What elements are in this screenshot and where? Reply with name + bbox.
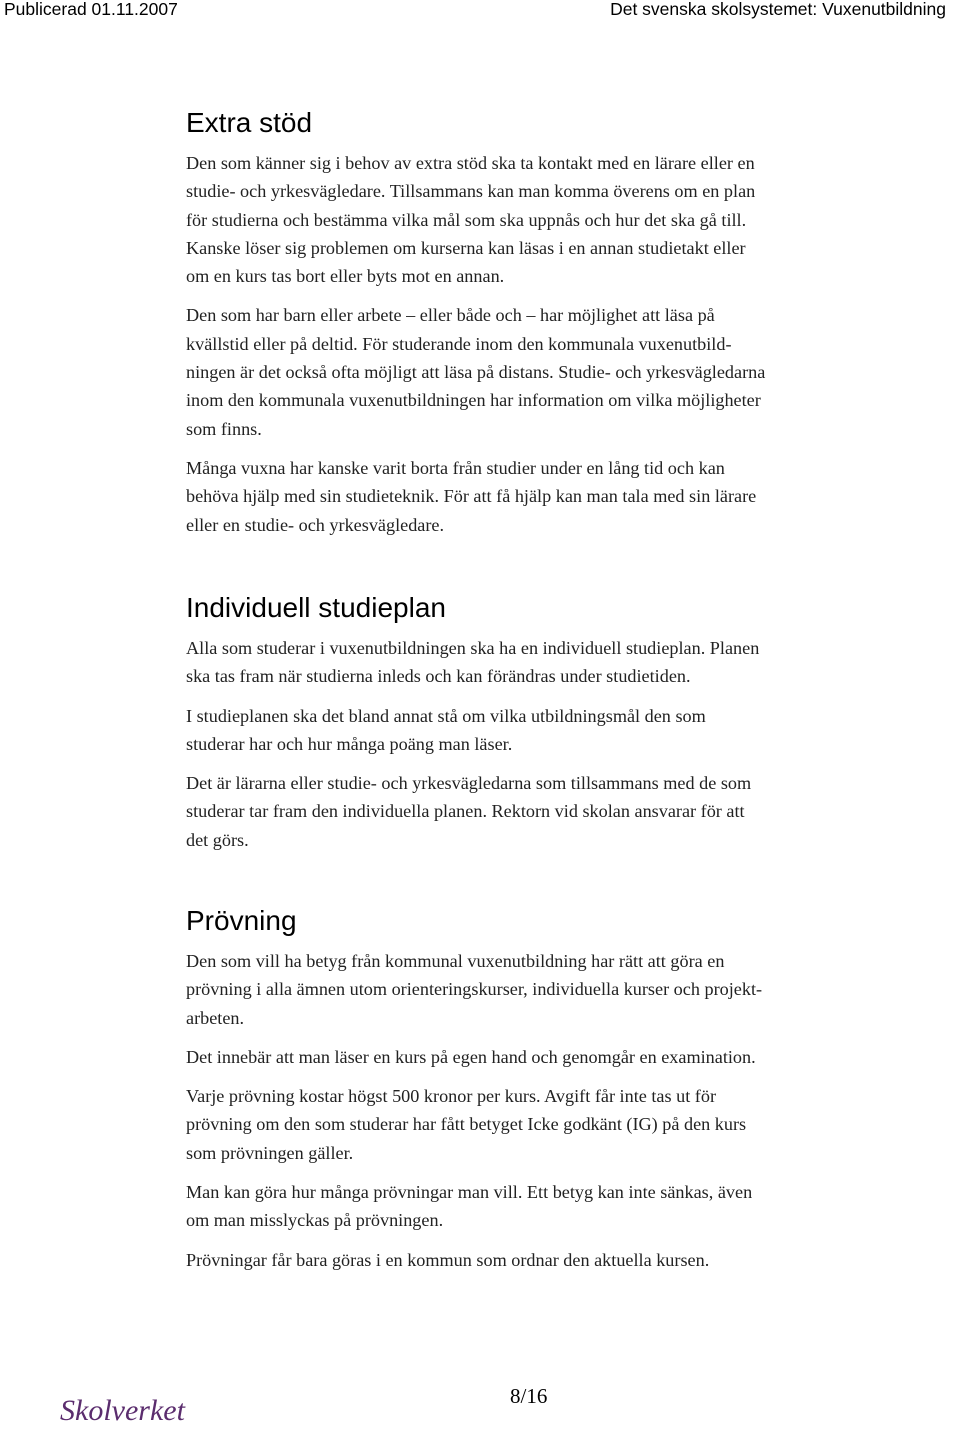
logo-text: Skolverket: [60, 1394, 185, 1427]
paragraph: Det är lärarna eller studie- och yrkesvägledarna som tillsammans med de som studerar tar fram den individuella planen. Rektorn vid skolan ansvarar för att det görs.: [186, 773, 752, 850]
paragraph: Man kan göra hur många prövningar man vill. Ett betyg kan inte sänkas, även om man misslyckas på prövningen.: [186, 1182, 753, 1231]
section-extra-stod: [186, 106, 886, 539]
section-heading: Individuell studieplan: [186, 592, 446, 623]
page-number: 8/16: [510, 1384, 548, 1408]
paragraph: Den som har barn eller arbete – eller både och – har möjlighet att läsa på kvällstid eller på deltid. För studerande inom den kommunala vuxenutbild- ningen är det också ofta möjligt att läsa på distans. Studie- och yrkesvägledarna inom den kommunala vuxenutbildningen har information om vilka möjligheter som finns.: [186, 305, 766, 439]
paragraph: Alla som studerar i vuxenutbildningen ska ha en individuell studieplan. Planen ska tas fram när studierna inleds och kan förändras under studietiden.: [186, 638, 760, 687]
page-header: [0, 0, 960, 38]
paragraph: Prövningar får bara göras i en kommun som ordnar den aktuella kursen.: [186, 1249, 710, 1270]
section-heading: Prövning: [186, 905, 297, 936]
paragraph: Den som känner sig i behov av extra stöd ska ta kontakt med en lärare eller en studie- och yrkesvägledare. Tillsammans kan man komma överens om en plan för studierna och bestämma vilka mål som ska uppnås och hur det ska gå till. Kanske löser sig problemen om kurserna kan läsas i en annan studietakt eller om en kurs tas bort eller byts mot en annan.: [186, 153, 756, 287]
published-date: Publicerad 01.11.2007: [4, 0, 178, 19]
document-title: Det svenska skolsystemet: Vuxenutbildning: [610, 0, 946, 19]
paragraph: Många vuxna har kanske varit borta från studier under en lång tid och kan behöva hjälp med sin studieteknik. För att få hjälp kan man tala med sin lärare eller en studie- och yrkesvägledare.: [186, 457, 757, 535]
section-individuell-studieplan: [186, 591, 886, 854]
paragraph: Den som vill ha betyg från kommunal vuxenutbildning har rätt att göra en prövning i alla ämnen utom orienteringskurser, individuella kurser och projekt- arbeten.: [186, 951, 763, 1028]
section-heading: Extra stöd: [186, 107, 313, 138]
skolverket-logo: [60, 1392, 210, 1433]
paragraph: Det innebär att man läser en kurs på egen hand och genomgår en examination.: [186, 1046, 756, 1067]
skolverket-logo-mark: [60, 1392, 210, 1428]
section-provning: [186, 904, 886, 1274]
paragraph: Varje prövning kostar högst 500 kronor per kurs. Avgift får inte tas ut för prövning om den som studerar har fått betyget Icke godkänt (IG) på den kurs som prövningen gäller.: [186, 1086, 747, 1163]
paragraph: I studieplanen ska det bland annat stå om vilka utbildningsmål den som studerar har och hur många poäng man läser.: [186, 705, 706, 754]
